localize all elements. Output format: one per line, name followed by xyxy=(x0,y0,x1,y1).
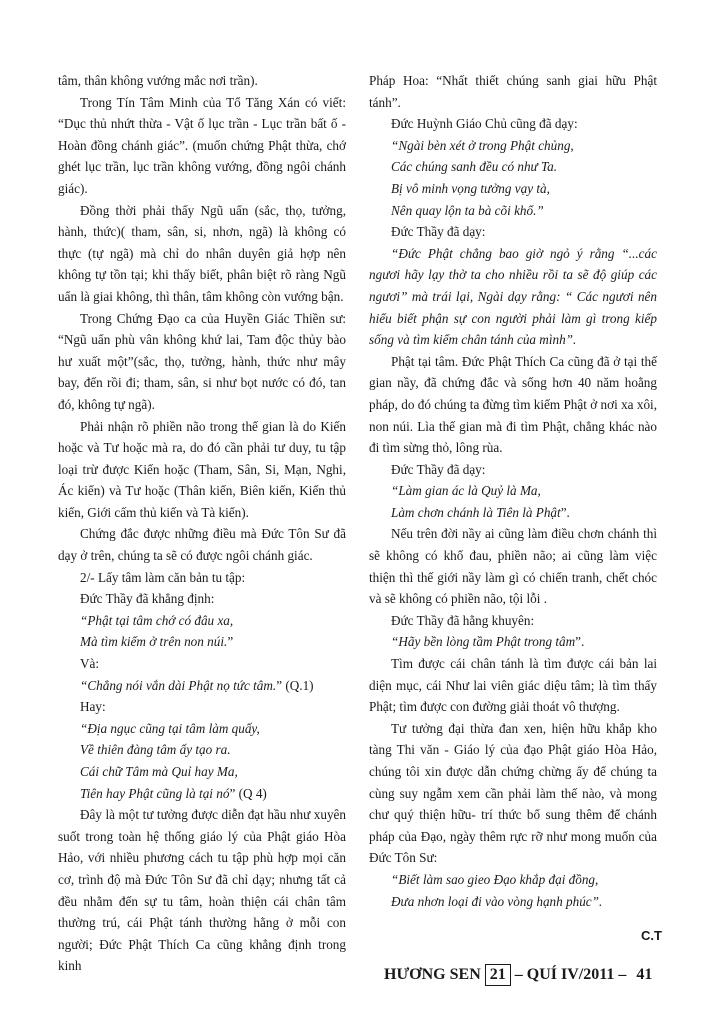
author-credit: C.T xyxy=(641,928,662,943)
verse-quote-close: ”. xyxy=(575,634,585,650)
issue-period: – QUÍ IV/2011 – xyxy=(514,966,627,983)
left-column xyxy=(58,70,346,977)
paragraph: tâm, thân không vướng mắc nơi trần). xyxy=(58,73,258,88)
verse-text: Tiên hay Phật cũng là tại nó xyxy=(80,785,230,801)
paragraph: Trong Tín Tâm Minh của Tổ Tăng Xán có viết: “Dục thủ nhứt thừa - Vật ố lục trần - Lục trần bất ố - Hoàn đồng chánh giác”. (muốn chứng Phật thừa, chớ ghét lục trần, lục trần không vướng, đồng ngôi chánh giác). xyxy=(58,94,346,196)
paragraph: Đây là một tư tưởng được diễn đạt hầu như xuyên suốt trong toàn hệ thống giáo lý của Phật giáo Hòa Hảo, với nhiều phương cách tu tập phù hợp mọi căn cơ, trình độ mà Đức Tôn Sư đã chỉ dạy; nhưng tất cả đều nhằm đến sự tu tâm, hoàn thiện cái chân tâm thường trú, cái Phật tánh thường hằng ở mỗi con người; Đức Phật Thích Ca cũng khẳng định trong kinh xyxy=(58,807,346,974)
paragraph: Đức Thầy đã dạy: xyxy=(391,224,486,240)
verse-text: “Hãy bền lòng tầm Phật trong tâm xyxy=(391,634,576,650)
verse-line: “Ngài bèn xét ở trong Phật chủng, xyxy=(391,137,574,153)
paragraph: Pháp Hoa: “Nhất thiết chúng sanh giai hữu Phật tánh”. xyxy=(369,73,657,110)
paragraph: Chứng đắc được những điều mà Đức Tôn Sư đã dạy ở trên, chúng ta sẽ có được ngôi chánh giác. xyxy=(58,526,346,564)
verse-reference: ” (Q.1) xyxy=(276,677,314,693)
paragraph: Đức Thầy đã khẳng định: xyxy=(80,591,215,607)
paragraph: Và: xyxy=(80,656,100,672)
verse-quote-close: ”. xyxy=(560,504,570,520)
paragraph: Đức Huỳnh Giáo Chủ cũng đã dạy: xyxy=(391,116,578,132)
verse-line: “Biết làm sao gieo Đạo khắp đại đồng, xyxy=(391,871,599,887)
verse-line xyxy=(58,783,346,805)
page-footer xyxy=(384,962,652,988)
paragraph: Trong Chứng Đạo ca của Huyền Giác Thiền sư: “Ngũ uẩn phù vân không khứ lai, Tam độc thủy bào hư xuất một”(sắc, thọ, tưởng, hành, thức như mây bay, đến rồi đi; tham, sân, si như bọt nước có đó, tan đó, không tự ngã). xyxy=(58,310,346,412)
verse-reference: ” (Q 4) xyxy=(229,785,267,801)
magazine-name: HƯƠNG SEN xyxy=(384,966,481,983)
verse-line: “Làm gian ác là Quỷ là Ma, xyxy=(391,483,541,499)
verse-line xyxy=(369,631,657,653)
verse-line xyxy=(58,675,346,697)
paragraph: Phải nhận rõ phiền não trong thế gian là do Kiến hoặc và Tư hoặc mà ra, do đó cần phải tư duy, tu tập loại trừ được Kiến hoặc (Tham, Sân, Si, Mạn, Nghi, Ác kiến) và Tư hoặc (Thân kiến, Biên kiến, Kiến thủ kiến, Giới cấm thủ kiến và Tà kiến). xyxy=(58,418,346,520)
quote-block: “Đức Phật chẳng bao giờ ngỏ ý rằng “...các ngươi hãy lạy thờ ta cho nhiều rồi ta sẽ độ giúp các ngươi” mà trái lại, Ngài dạy rằng: “ Các ngươi nên hiểu biết phận sự con người phải làm gì trong kiếp sống và tìm kiếm chân tánh của mình”. xyxy=(369,245,657,348)
right-column xyxy=(369,70,657,912)
paragraph: Nếu trên đời nầy ai cũng làm điều chơn chánh thì sẽ không có khổ đau, phiền não; ai cũng làm việc thiện thì thế giới nầy làm gì có chiến tranh, chết chóc và sẽ không có phiền não, tội lỗi . xyxy=(369,526,657,607)
issue-number: 21 xyxy=(485,964,511,986)
page-number: 41 xyxy=(636,966,653,983)
verse-line: “Địa ngục cũng tại tâm làm quấy, xyxy=(80,720,260,736)
verse-quote-close: ” xyxy=(227,634,234,650)
paragraph: Tìm được cái chân tánh là tìm được cái bản lai diện mục, cái Như lai viên giác diệu tâm; là tìm thấy Phật; tìm được con đường giải thoát vô thượng. xyxy=(369,656,657,715)
paragraph: Đức Thầy đã dạy: xyxy=(391,461,486,477)
paragraph: Phật tại tâm. Đức Phật Thích Ca cũng đã ở tại thế gian nầy, đã chứng đắc và sống hơn 40 năm hoằng pháp, do đó chúng ta đừng tìm kiếm Phật ở nơi xa xôi, non núi. Lìa thế gian mà đi tìm Phật, chẳng khác nào đi tìm sừng thỏ, lông rùa. xyxy=(369,353,657,456)
paragraph: Đức Thầy đã hằng khuyên: xyxy=(391,612,535,628)
verse-line xyxy=(58,631,346,653)
verse-line: “Phật tại tâm chớ có đâu xa, xyxy=(80,612,234,628)
section-heading: 2/- Lấy tâm làm căn bản tu tập: xyxy=(80,569,246,585)
verse-line: Bị vô minh vọng tưởng vạy tà, xyxy=(391,180,550,196)
verse-line: Các chúng sanh đều có như Ta. xyxy=(391,159,558,175)
paragraph: Tư tưởng đại thừa đan xen, hiện hữu khắp kho tàng Thi văn - Giáo lý của đạo Phật giáo Hòa Hảo, chúng tôi xin được dẫn chứng chừng ấy để chúng ta cùng suy ngẫm xem cần phải làm thế nào, và mong chư quý thiện hữu- trí thức bổ sung thêm để chánh pháp của Đạo, ngày thêm rực rỡ như mong muốn của Đức Tôn Sư: xyxy=(369,720,657,866)
verse-line: Về thiên đàng tâm ấy tạo ra. xyxy=(80,742,231,758)
verse-text: Mà tìm kiếm ở trên non núi. xyxy=(80,634,228,650)
verse-text: Làm chơn chánh là Tiên là Phật xyxy=(391,504,561,520)
verse-line: Cái chữ Tâm mà Quỉ hay Ma, xyxy=(80,764,238,779)
paragraph: Đồng thời phải thấy Ngũ uẩn (sắc, thọ, tưởng, hành, thức)( tham, sân, si, nhơn, ngã) là không có thực (tự ngã) mà chỉ do nhân duyên giả hợp nên không tự tồn tại; khi thấy biết, phân biệt rõ ràng Ngũ uẩn là giai không, thì thân, tâm không còn vướng bận. xyxy=(58,202,346,304)
paragraph: Hay: xyxy=(80,699,106,715)
verse-line: Đưa nhơn loại đi vào vòng hạnh phúc”. xyxy=(391,893,603,909)
verse-line: Nên quay lộn ta bà cõi khổ.” xyxy=(391,202,544,218)
verse-text: “Chẳng nói vắn dài Phật nọ tức tâm. xyxy=(80,677,277,693)
verse-line xyxy=(369,502,657,524)
